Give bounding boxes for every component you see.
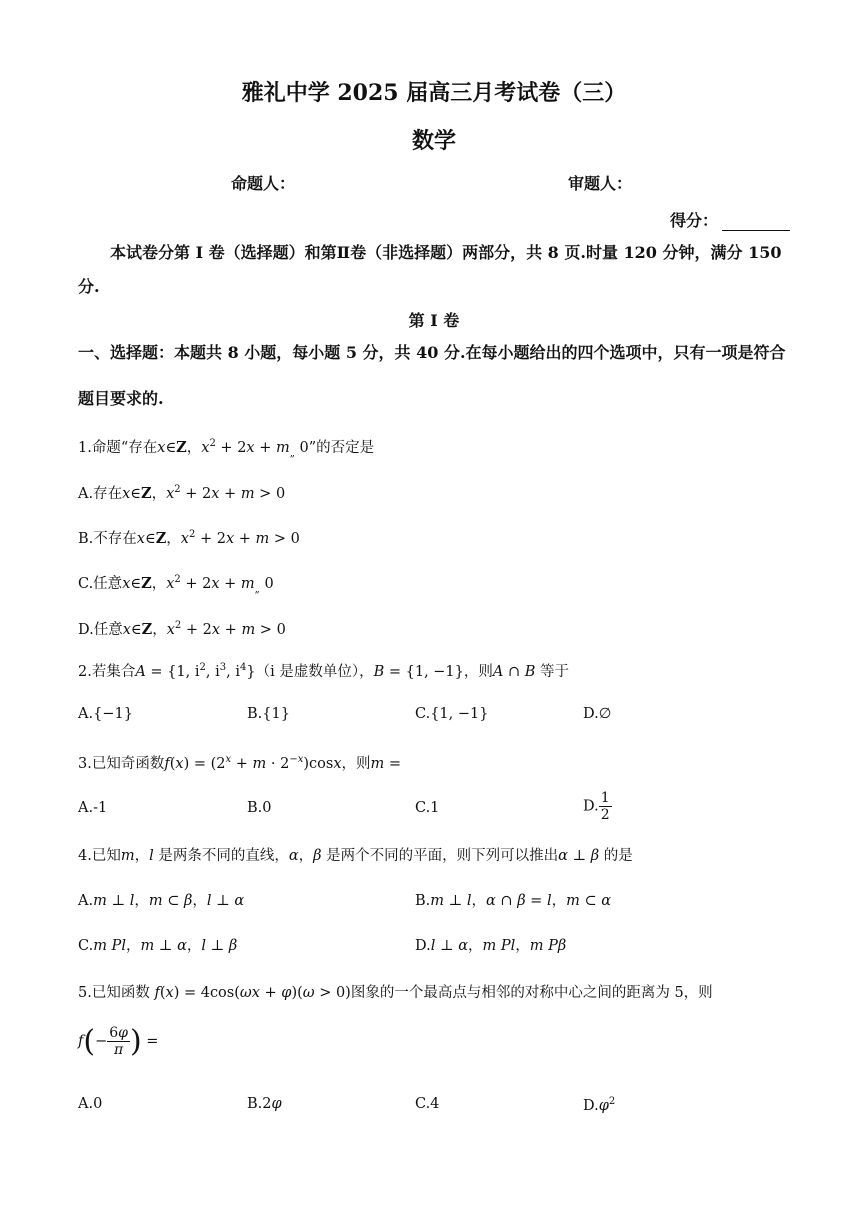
question-2-option-a[interactable]: A.{−1} <box>78 706 133 722</box>
author-label: 命题人： <box>231 174 296 193</box>
question-1-option-c[interactable]: C.任意x∈Z，$x^2 + 2x + m_„$ 0 <box>78 574 274 595</box>
question-3-option-a[interactable]: A.-1 <box>78 800 108 816</box>
question-5-option-c[interactable]: C.4 <box>415 1096 440 1112</box>
reviewer-label: 审题人： <box>568 174 633 193</box>
question-3-option-d[interactable]: D. $\frac{1}{2}$ <box>583 790 610 823</box>
fraction-6phi-over-pi: $\frac{6\varphi}{\pi}$ <box>109 1025 128 1058</box>
question-4-option-d[interactable]: D.l ⊥ α，m Pl，m Pβ <box>415 938 567 954</box>
score-field <box>670 208 790 231</box>
question-5-stem: 5.已知函数 f(x) = 4cos(ωx + φ)(ω > 0)图象的一个最高点与相邻的对称中心之间的距离为 5，则 <box>78 985 713 1001</box>
question-2-stem: 2.若集合A = {1, $i^2$, $i^3$, $i^4\}(i$ 是虚数单位），B = {1, −1}，则A ∩ B 等于 <box>78 662 570 680</box>
question-2-option-c[interactable]: C.{1, −1} <box>415 706 489 722</box>
question-4-option-c[interactable]: C.m Pl，m ⊥ α，l ⊥ β <box>78 938 238 954</box>
question-1-option-b[interactable]: B.不存在x∈Z，$x^2 + 2x + m > 0$ <box>78 529 300 547</box>
question-2-option-d[interactable]: D.∅ <box>583 706 612 722</box>
question-1-stem: 1.命题“存在x∈Z，$x^2 + 2x + m_„$ 0”的否定是 <box>78 438 375 459</box>
subject-title: 数学 <box>411 128 456 154</box>
exam-title: 雅礼中学 2025 届高三月考试卷（三） <box>241 80 627 106</box>
question-3-option-b[interactable]: B.0 <box>247 800 272 816</box>
score-label: 得分： <box>669 211 718 230</box>
question-4-option-a[interactable]: A.m ⊥ l，m ⊂ β，l ⊥ α <box>78 893 245 909</box>
score-blank[interactable] <box>722 214 790 231</box>
section-title: 一、选择题：本题共 8 小题，每小题 5 分，共 40 分.在每小题给出的四个选项中，只有一项是符合题目要求的. <box>78 343 786 408</box>
question-5-expression: f(− $\frac{6\varphi}{\pi}$ ) = <box>78 1024 159 1059</box>
question-5-option-d[interactable]: $D.\varphi^2$ <box>583 1096 616 1114</box>
question-4-stem: 4.已知m，l 是两条不同的直线，α，β 是两个不同的平面，则下列可以推出α ⊥ β 的是 <box>78 848 633 864</box>
question-3-option-c[interactable]: C.1 <box>415 800 440 816</box>
exam-intro: 本试卷分第 I 卷（选择题）和第Ⅱ卷（非选择题）两部分，共 8 页.时量 120 分钟，满分 150 分. <box>78 243 782 296</box>
question-1-option-a[interactable]: A.存在x∈Z，$x^2 + 2x + m > 0$ <box>78 484 286 502</box>
question-3-stem: 3.已知奇函数$f(x) = (2^x + m \cdot 2^{-x})\cos x$，则m = <box>78 754 402 772</box>
question-5-option-a[interactable]: A.0 <box>78 1096 103 1112</box>
question-2-option-b[interactable]: B.{1} <box>247 706 290 722</box>
question-1-option-d[interactable]: D.任意x∈Z，$x^2 + 2x + m > 0$ <box>78 620 286 638</box>
question-5-option-b[interactable]: B.2φ <box>247 1096 282 1112</box>
question-4-option-b[interactable]: B.m ⊥ l，α ∩ β = l，m ⊂ α <box>415 893 612 909</box>
volume-title: 第 I 卷 <box>408 311 460 330</box>
fraction-one-half: $\frac{1}{2}$ <box>600 790 610 823</box>
